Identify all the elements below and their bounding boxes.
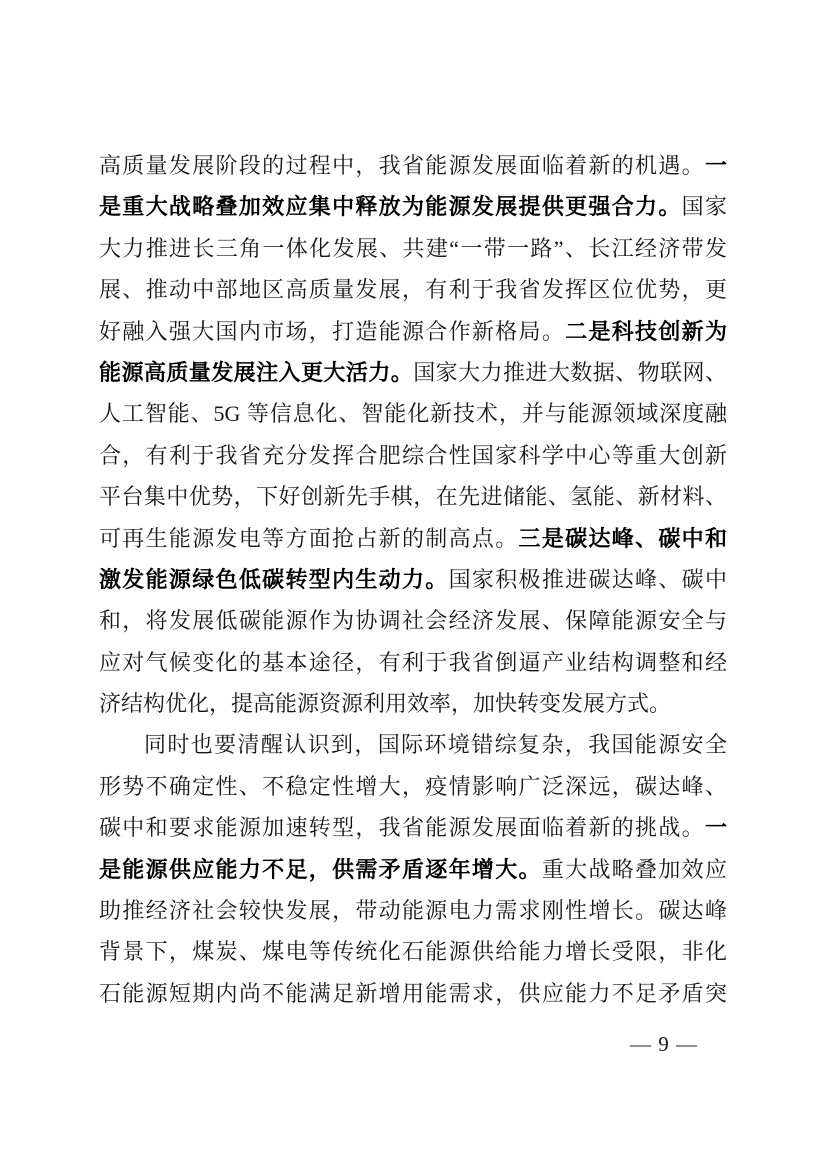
body-text: 重大战略叠加效应 — [541, 856, 727, 882]
text-line — [99, 311, 727, 352]
body-text: 济结构优化，提高能源资源利用效率，加快转变发展方式。 — [99, 691, 672, 717]
body-text: 国家大力推进大数据、物联网、 — [413, 359, 727, 385]
text-line — [99, 186, 727, 227]
text-line — [99, 559, 727, 600]
emphasis-text: 是能源供应能力不足，供需矛盾逐年增大。 — [99, 856, 542, 882]
text-line — [99, 973, 727, 1014]
emphasis-text: 一 — [704, 815, 727, 841]
body-text: 背景下，煤炭、煤电等传统化石能源供给能力增长受限，非化 — [99, 939, 727, 965]
text-line — [99, 435, 727, 476]
body-text: 可再生能源发电等方面抢占新的制高点。 — [99, 525, 519, 551]
body-text: 和，将发展低碳能源作为协调社会经济发展、保障能源安全与 — [99, 608, 727, 634]
document-body — [99, 145, 727, 1014]
body-text: 国家积极推进碳达峰、碳中 — [448, 566, 727, 592]
emphasis-text: 二是科技创新为 — [565, 318, 727, 344]
text-line — [99, 849, 727, 890]
body-text: 助推经济社会较快发展，带动能源电力需求刚性增长。碳达峰 — [99, 898, 727, 924]
emphasis-text: 三是碳达峰、碳中和 — [518, 525, 727, 551]
emphasis-text: 一 — [704, 153, 727, 178]
text-line — [99, 269, 727, 310]
body-text: 合，有利于我省充分发挥合肥综合性国家科学中心等重大创新 — [99, 442, 727, 468]
body-text: 碳中和要求能源加速转型，我省能源发展面临着新的挑战。 — [99, 815, 705, 841]
body-text: 同时也要清醒认识到，国际环境错综复杂，我国能源安全 — [144, 732, 727, 758]
text-line — [99, 766, 727, 807]
body-text: 人工智能、5G 等信息化、智能化新技术，并与能源领域深度融 — [99, 401, 727, 427]
text-line — [99, 807, 727, 848]
body-text: 石能源短期内尚不能满足新增用能需求，供应能力不足矛盾突 — [99, 980, 727, 1006]
body-text: 好融入强大国内市场，打造能源合作新格局。 — [99, 318, 566, 344]
body-text: 平台集中优势，下好创新先手棋，在先进储能、氢能、新材料、 — [99, 484, 727, 510]
body-text: 高质量发展阶段的过程中，我省能源发展面临着新的机遇。 — [99, 153, 705, 178]
body-text: 大力推进长三角一体化发展、共建“一带一路”、长江经济带发 — [99, 235, 727, 261]
page-number: — 9 — — [630, 1032, 698, 1056]
emphasis-text: 激发能源绿色低碳转型内生动力。 — [99, 566, 449, 592]
body-text: 展、推动中部地区高质量发展，有利于我省发挥区位优势，更 — [99, 277, 727, 303]
text-line — [99, 724, 727, 765]
emphasis-text: 是重大战略叠加效应集中释放为能源发展提供更强合力。 — [99, 194, 682, 220]
page-footer — [0, 1032, 698, 1057]
text-line — [99, 890, 727, 931]
text-line — [99, 931, 727, 972]
text-line — [99, 393, 727, 434]
text-line — [99, 145, 727, 186]
text-line — [99, 600, 727, 641]
emphasis-text: 能源高质量发展注入更大活力。 — [99, 359, 414, 385]
body-text: 形势不确定性、不稳定性增大，疫情影响广泛深远，碳达峰、 — [99, 773, 727, 799]
body-text: 应对气候变化的基本途径，有利于我省倒逼产业结构调整和经 — [99, 649, 727, 675]
text-line — [99, 228, 727, 269]
text-line — [99, 683, 727, 724]
text-line — [99, 518, 727, 559]
body-text: 国家 — [681, 194, 727, 220]
text-line — [99, 642, 727, 683]
text-line — [99, 476, 727, 517]
text-line — [99, 352, 727, 393]
